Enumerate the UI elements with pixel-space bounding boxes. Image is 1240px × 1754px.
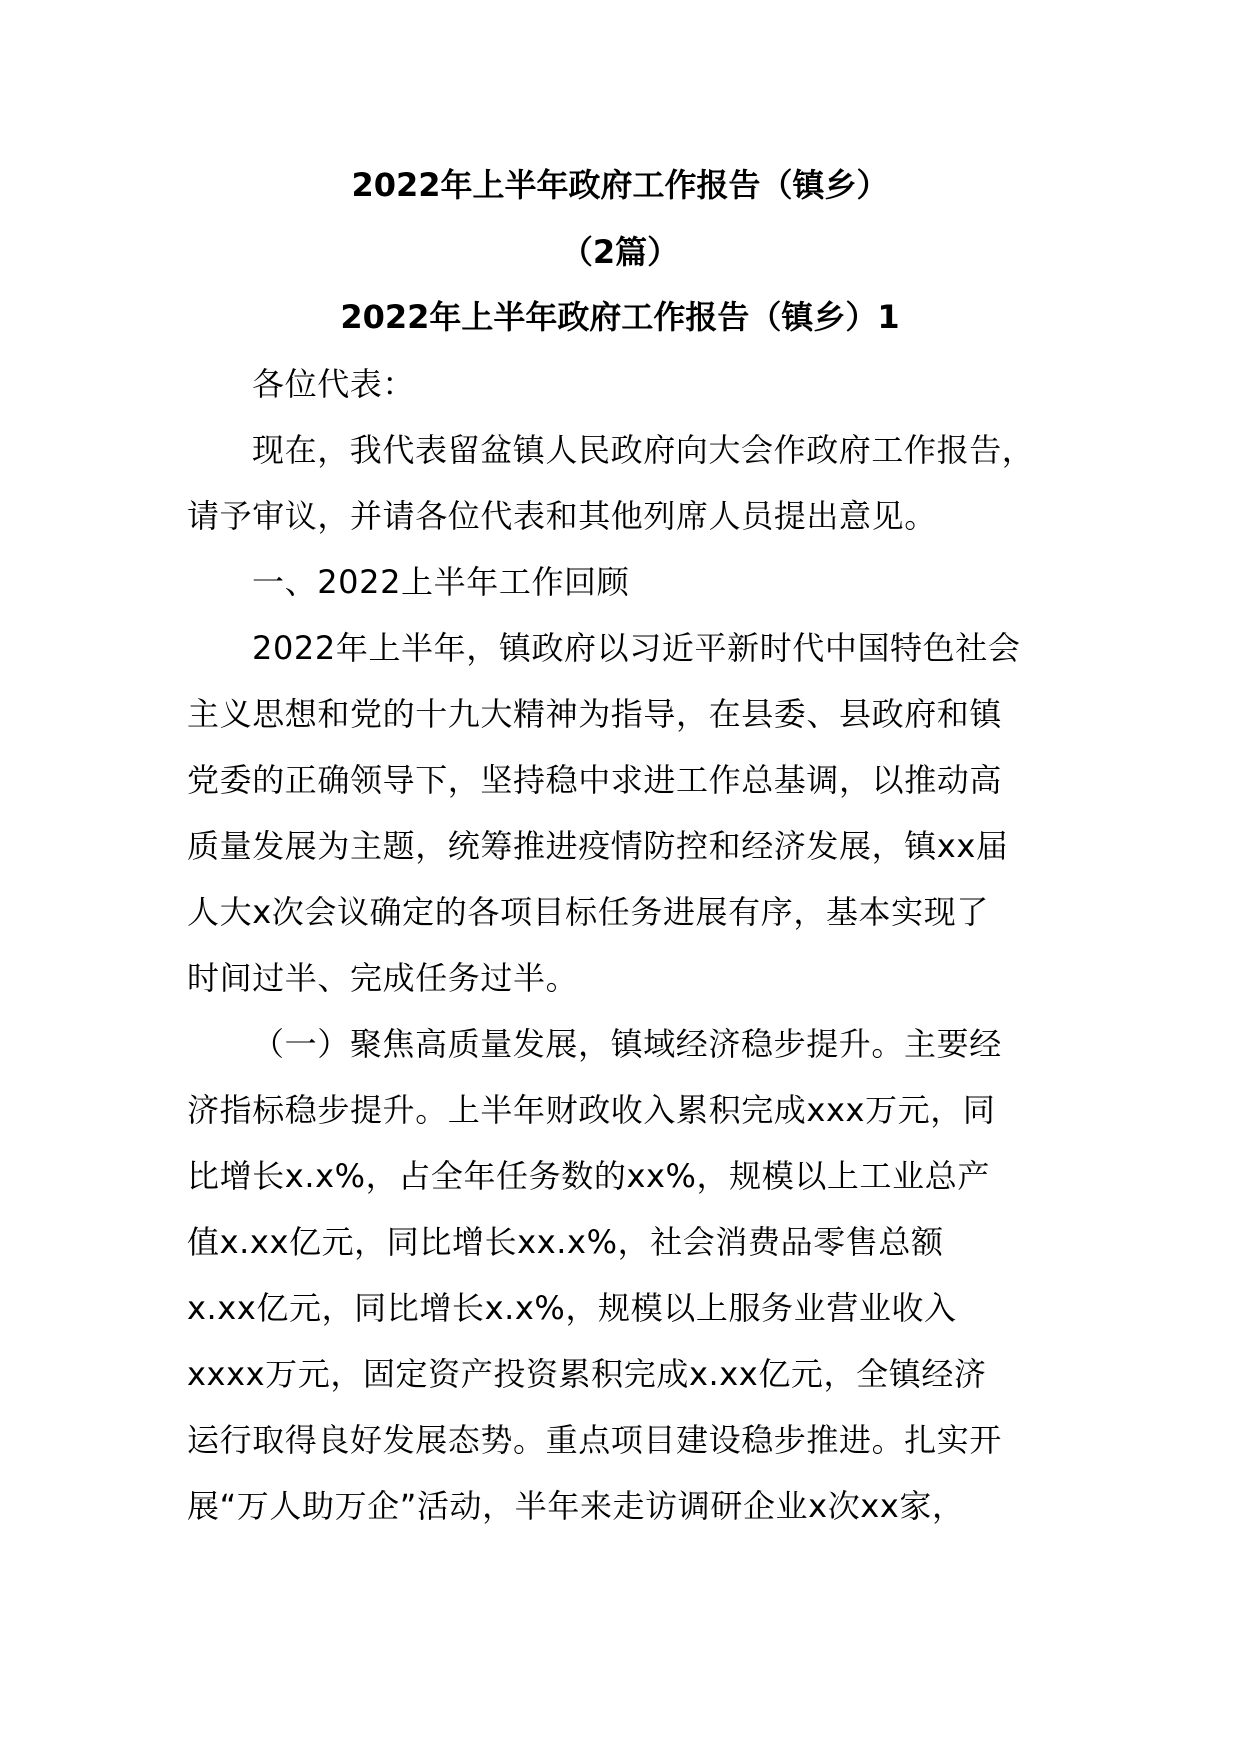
- body-line: 2022年上半年，镇政府以习近平新时代中国特色社会: [252, 629, 1021, 667]
- subsection-line: （一）聚焦高质量发展，镇域经济稳步提升。主要经: [252, 1025, 1002, 1063]
- document-title: 2022年上半年政府工作报告（镇乡）: [351, 166, 889, 204]
- document-title-count: （2篇）: [560, 233, 680, 271]
- section-heading: 一、2022上半年工作回顾: [252, 563, 630, 601]
- salutation: 各位代表：: [252, 365, 416, 403]
- body-line: 人大x次会议确定的各项目标任务进展有序，基本实现了: [187, 893, 989, 931]
- body-line: xxxx万元，固定资产投资累积完成x.xx亿元，全镇经济: [187, 1355, 987, 1393]
- body-line: x.xx亿元，同比增长x.x%，规模以上服务业营业收入: [187, 1289, 957, 1327]
- section-title: 2022年上半年政府工作报告（镇乡）1: [340, 298, 900, 336]
- body-line: 主义思想和党的十九大精神为指导，在县委、县政府和镇: [187, 695, 1003, 733]
- body-line: 值x.xx亿元，同比增长xx.x%，社会消费品零售总额: [187, 1223, 944, 1261]
- body-line: 展“万人助万企”活动，半年来走访调研企业x次xx家，: [187, 1487, 965, 1525]
- body-line: 现在，我代表留盆镇人民政府向大会作政府工作报告，: [252, 431, 1035, 469]
- body-line: 时间过半、完成任务过半。: [187, 959, 579, 997]
- body-line: 比增长x.x%，占全年任务数的xx%，规模以上工业总产: [187, 1157, 990, 1195]
- body-line: 请予审议，并请各位代表和其他列席人员提出意见。: [187, 497, 937, 535]
- body-line: 党委的正确领导下，坚持稳中求进工作总基调，以推动高: [187, 761, 1003, 799]
- body-line: 运行取得良好发展态势。重点项目建设稳步推进。扎实开: [187, 1421, 1003, 1459]
- body-line: 质量发展为主题，统筹推进疫情防控和经济发展，镇xx届: [187, 827, 1009, 865]
- body-line: 济指标稳步提升。上半年财政收入累积完成xxx万元，同: [187, 1091, 996, 1129]
